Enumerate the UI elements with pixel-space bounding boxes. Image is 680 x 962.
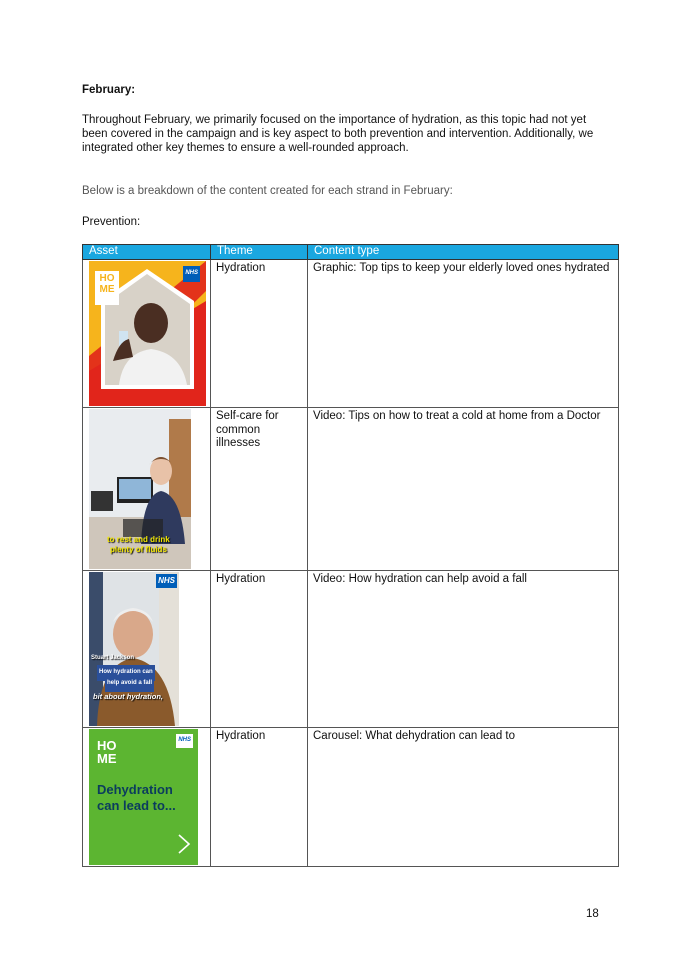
header-asset: Asset [83,245,211,260]
speaker-name: Stuart Jackson [91,655,135,661]
carousel-title-line-2: can lead to... [97,798,176,813]
home-logo [95,271,119,305]
table-header-row [83,245,619,260]
home-logo-bottom: ME [99,284,115,295]
header-content-type: Content type [308,245,619,260]
subtitle-line-1: to rest and drink [107,535,170,544]
section-label: Prevention: [82,216,141,228]
page-number: 18 [586,908,599,920]
theme-cell: Hydration [211,571,308,728]
month-heading: February: [82,84,136,96]
content-type-cell: Graphic: Top tips to keep your elderly loved ones hydrated [308,260,619,408]
hydration-fall-video-thumbnail [89,572,179,726]
content-type-cell: Carousel: What dehydration can lead to [308,728,619,867]
dehydration-carousel-thumbnail [89,729,198,865]
asset-cell [83,728,211,867]
header-theme: Theme [211,245,308,260]
theme-cell: Hydration [211,728,308,867]
carousel-title-line-1: Dehydration [97,782,173,797]
theme-cell: Self-care for common illnesses [211,408,308,571]
video-title-line-1: How hydration can [97,665,155,681]
table-row [83,260,619,408]
home-logo-top: HO [97,738,117,753]
breakdown-paragraph: Below is a breakdown of the content created for each strand in February: [82,185,453,197]
content-type-cell: Video: How hydration can help avoid a fall [308,571,619,728]
nhs-logo: NHS [176,734,193,748]
content-type-cell: Video: Tips on how to treat a cold at home from a Doctor [308,408,619,571]
chevron-right-icon [177,833,191,855]
home-logo [97,739,117,765]
asset-cell [83,260,211,408]
nhs-logo: NHS [156,574,177,588]
theme-cell: Hydration [211,260,308,408]
video-caption: bit about hydration, [93,692,163,701]
subtitle-line-2: plenty of fluids [110,545,167,554]
table-row [83,571,619,728]
table-row [83,728,619,867]
nhs-logo: NHS [183,266,200,282]
cold-video-thumbnail [89,409,191,569]
content-table [82,244,619,867]
asset-cell [83,408,211,571]
video-title-line-2: help avoid a fall [105,676,154,692]
asset-cell [83,571,211,728]
table-row [83,408,619,571]
home-logo-top: HO [99,273,115,284]
home-logo-bottom: ME [97,751,117,766]
intro-paragraph: Throughout February, we primarily focused on the importance of hydration, as this topic had not yet been covered in the campaign and is key aspect to both prevention and intervention. Additionally, we integrated other key themes to ensure a well-rounded approach. [82,114,594,154]
hydration-graphic-thumbnail [89,261,206,406]
